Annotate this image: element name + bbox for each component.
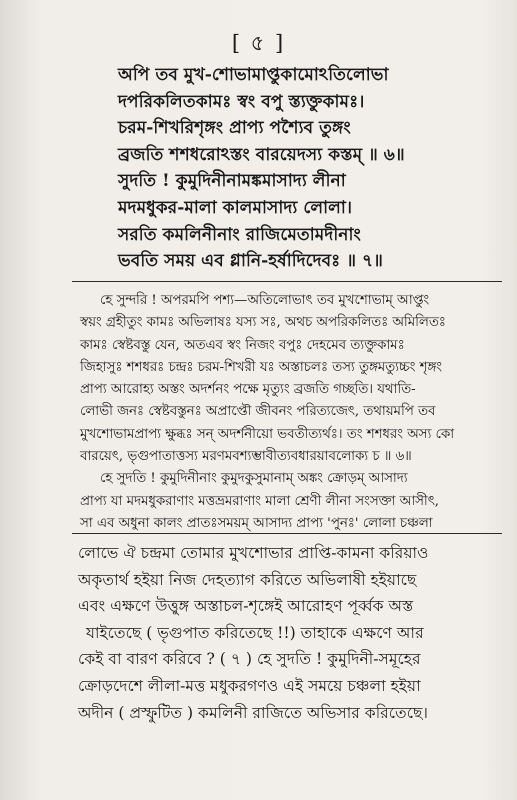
translation-line: অকৃতার্থ হইয়া নিজ দেহত্যাগ করিতে অভিলাষী হইয়াছে (78, 570, 417, 589)
translation-line: লোভে ঐ চন্দ্রমা তোমার মুখশোভার প্রাপ্তি-কামনা করিয়াও (78, 544, 429, 562)
commentary-line: স্বয়ং গ্রহীতুং কামঃ অভিলাষঃ যস্য সঃ, অথচ অপরিকলিতঃ অমিলিতঃ (80, 315, 446, 331)
translation-line: যাইতেছে ( ভৃগুপাত করিতেছে !!) তাহাকে এক্ষণে আর (86, 623, 424, 642)
verse-line: মদমধুকর-মালা কালমাসাদ্য লোলা। (118, 197, 353, 218)
commentary-line: প্রাপ্য আরোহ্য অস্তং অদর্শনং পক্ষে মৃত্যুং ব্রজতি গচ্ছতি। যথাতি- (80, 382, 416, 398)
translation-block (78, 540, 503, 726)
divider-top (72, 281, 502, 282)
commentary-line: বারয়েৎ, ভৃগুপাতাত্তস্য মরণমবশ্যম্ভাবীত্যবধারয়াবলোক্য চ ॥ ৬॥ (80, 449, 412, 465)
commentary-line: সা এব অধুনা কালং প্রাতঃসময়ম্ আসাদ্য প্রাপ্য 'পুনঃ' লোলা চঞ্চলা (80, 515, 433, 531)
verse-line: দপরিকলিতকামঃ স্বং বপু স্ত্যক্তুকামঃ। (118, 91, 365, 112)
verse-line: অপি তব মুখ-শোভামাপ্তুকামোঽতিলোভা (118, 65, 389, 85)
verse-line: সরতি কমলিনীনাং রাজিমেতামদীনাং (118, 224, 361, 245)
commentary-line: জিহাসুঃ শশধরঃ চন্দ্রঃ চরম-শিখরী যঃ অস্তাচলঃ তস্য তুঙ্গমত্যুচ্চং শৃঙ্গং (80, 359, 443, 375)
commentary-line: কামঃ স্বেষ্টবস্তু যেন, অতএব স্বং নিজং বপুঃ দেহমেব ত্যক্তুকামঃ (80, 337, 405, 353)
verse-line: ব্রজতি শশধরোঽস্তং বারয়েদস্য কস্তম্ ॥ ৬॥ (118, 144, 405, 165)
commentary-block (80, 290, 500, 535)
commentary-line: হে সুন্দরি ! অপরমপি পশ্য—অতিলোভাৎ তব মুখশোভাম্ আপ্তুং (100, 293, 430, 308)
translation-line: কেই বা বারণ করিবে ? ( ৭ ) হে সুদতি ! কুমুদিনী-সমূহের (78, 650, 421, 669)
verse-line: ভবতি সময় এব গ্লানি-হর্ষাদিদেবঃ ॥ ৭॥ (118, 251, 383, 272)
page-number: [ ৫ ] (231, 31, 286, 55)
divider-bottom (72, 533, 502, 534)
commentary-line: মুখশোভামপ্রাপ্য ক্ষুব্ধঃ সন্ অদর্শনীয়ো ভবতীত্যর্থঃ। তং শশধরং অস্য কো (80, 426, 455, 442)
verse-line: সুদতি ! কুমুদিনীনামঙ্কমাসাদ্য লীনা (118, 171, 346, 192)
commentary-line: প্রাপ্য যা মদমধুকরাণাং মত্তভ্রমরাণাং মালা শ্রেণী লীনা সংসক্তা আসীৎ, (80, 493, 440, 509)
translation-line: এবং এক্ষণে উত্তুঙ্গ অস্তাচল-শৃঙ্গেই আরোহণ পূর্ব্বক অস্ত (78, 597, 414, 616)
verse-line: চরম-শিখরিশৃঙ্গং প্রাপ্য পশ্যৈব তুঙ্গং (118, 118, 351, 139)
translation-line: ক্রোড়দেশে লীলা-মত্ত মধুকরগণও এই সময়ে চঞ্চলা হইয়া (78, 676, 421, 695)
sanskrit-verse-block (118, 62, 498, 275)
commentary-line: হে সুদতি ! কুমুদিনীনাং কুমুদকুসুমানাম্ অঙ্কং ক্রোড়ম্ আসাদ্য (100, 471, 408, 487)
commentary-line: লোভী জনঃ স্বেষ্টবস্তুনঃ অপ্রাপ্তৌ জীবনং পরিত্যজেৎ, তথায়মপি তব (80, 404, 436, 420)
translation-line: অদীন ( প্রস্ফুটিত ) কমলিনী রাজিতে অভিসার করিতেছে। (78, 703, 429, 722)
